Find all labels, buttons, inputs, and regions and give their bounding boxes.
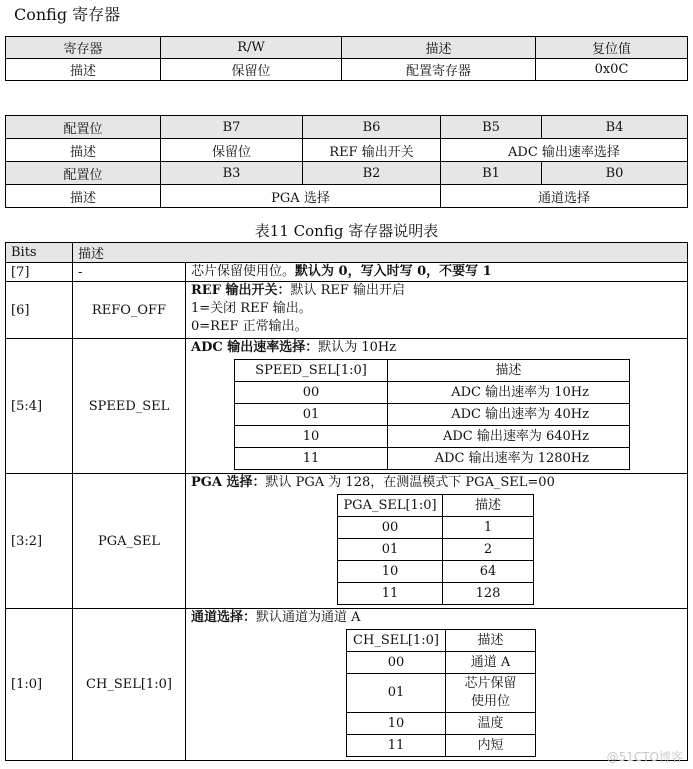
table-row [6,263,688,282]
row-name: REFO_OFF [73,282,186,339]
row-bits: [3:2] [6,474,73,609]
desc-b3-b2: PGA 选择 [161,185,441,208]
register-detail-table [5,242,688,761]
sub-desc: 通道 A [446,652,536,674]
desc-bold-text: 默认为 0，写入时写 0，不要写 1 [295,264,492,279]
cell-register: 描述 [6,59,161,81]
sub-code: 01 [235,404,388,426]
sub-code: 11 [338,583,443,605]
bit-b2: B2 [303,162,441,185]
sub-desc: ADC 输出速率为 1280Hz [388,448,630,470]
sub-desc: 内短 [446,735,536,757]
sub-header: PGA_SEL[1:0] [338,495,443,517]
bit-label: 配置位 [6,116,161,139]
desc-line: 0=REF 正常输出。 [191,319,308,334]
sub-header: 描述 [443,495,534,517]
row-bits: [6] [6,282,73,339]
page-title: Config 寄存器 [14,5,121,24]
table-row [6,339,688,474]
desc-label: 描述 [6,185,161,208]
bit-b0: B0 [542,162,688,185]
sub-code: 00 [235,382,388,404]
row-bits: [1:0] [6,609,73,761]
watermark: @51CTO博客 [606,750,683,764]
row-bits: [5:4] [6,339,73,474]
sub-code: 11 [235,448,388,470]
row-bits: [7] [6,263,73,282]
sub-code: 01 [347,674,446,713]
bit-b7: B7 [161,116,303,139]
row-desc [186,263,688,282]
header-desc: 描述 [73,243,688,263]
desc-b1-b0: 通道选择 [441,185,688,208]
pga-sel-table [337,494,534,605]
sub-code: 00 [338,517,443,539]
sub-desc: 1 [443,517,534,539]
desc-text: 默认 REF 输出开启 [290,283,406,298]
bit-layout-table [5,115,688,208]
bit-b1: B1 [441,162,542,185]
header-rw: R/W [161,37,342,59]
header-reset-value: 复位值 [536,37,688,59]
sub-code: 10 [338,561,443,583]
table-row [6,609,688,761]
bit-label: 配置位 [6,162,161,185]
ch-sel-table [346,629,536,757]
sub-desc: 芯片保留 使用位 [446,674,536,713]
sub-desc: 64 [443,561,534,583]
desc-text: 默认为 10Hz [318,340,397,355]
table-row [6,474,688,609]
desc-bold-text: ADC 输出速率选择： [191,340,319,355]
sub-desc: 2 [443,539,534,561]
desc-label: 描述 [6,139,161,162]
sub-header: CH_SEL[1:0] [347,630,446,652]
row-desc [186,474,688,609]
desc-bold-text: PGA 选择： [191,475,266,490]
row-name: PGA_SEL [73,474,186,609]
sub-header: SPEED_SEL[1:0] [235,360,388,382]
row-name: SPEED_SEL [73,339,186,474]
bit-b5: B5 [441,116,542,139]
row-desc [186,609,688,761]
desc-text: 芯片保留使用位。 [191,264,296,279]
desc-b5-b4: ADC 输出速率选择 [441,139,688,162]
sub-code: 00 [347,652,446,674]
bit-b3: B3 [161,162,303,185]
desc-text: 默认通道为通道 A [256,610,361,625]
desc-b7: 保留位 [161,139,303,162]
row-name: - [73,263,186,282]
row-desc [186,282,688,339]
sub-desc: ADC 输出速率为 40Hz [388,404,630,426]
desc-line: 1=关闭 REF 输出。 [191,301,312,316]
row-desc [186,339,688,474]
table-caption: 表11 Config 寄存器说明表 [254,222,439,240]
sub-desc: ADC 输出速率为 10Hz [388,382,630,404]
desc-bold-text: REF 输出开关： [191,283,291,298]
sub-desc: 128 [443,583,534,605]
header-register: 寄存器 [6,37,161,59]
speed-sel-table [234,359,630,470]
sub-desc: ADC 输出速率为 640Hz [388,426,630,448]
cell-reset-value: 0x0C [536,59,688,81]
desc-b6: REF 输出开关 [303,139,441,162]
sub-code: 11 [347,735,446,757]
desc-text: 默认 PGA 为 128，在测温模式下 PGA_SEL=00 [265,475,555,490]
register-summary-table [5,36,688,81]
sub-header: 描述 [446,630,536,652]
sub-code: 10 [347,713,446,735]
header-description: 描述 [342,37,536,59]
table-row [6,282,688,339]
bit-b4: B4 [542,116,688,139]
sub-desc: 温度 [446,713,536,735]
cell-rw: 保留位 [161,59,342,81]
bit-b6: B6 [303,116,441,139]
row-name: CH_SEL[1:0] [73,609,186,761]
sub-code: 10 [235,426,388,448]
cell-description: 配置寄存器 [342,59,536,81]
sub-header: 描述 [388,360,630,382]
sub-code: 01 [338,539,443,561]
desc-bold-text: 通道选择： [191,610,257,625]
header-bits: Bits [6,243,73,263]
